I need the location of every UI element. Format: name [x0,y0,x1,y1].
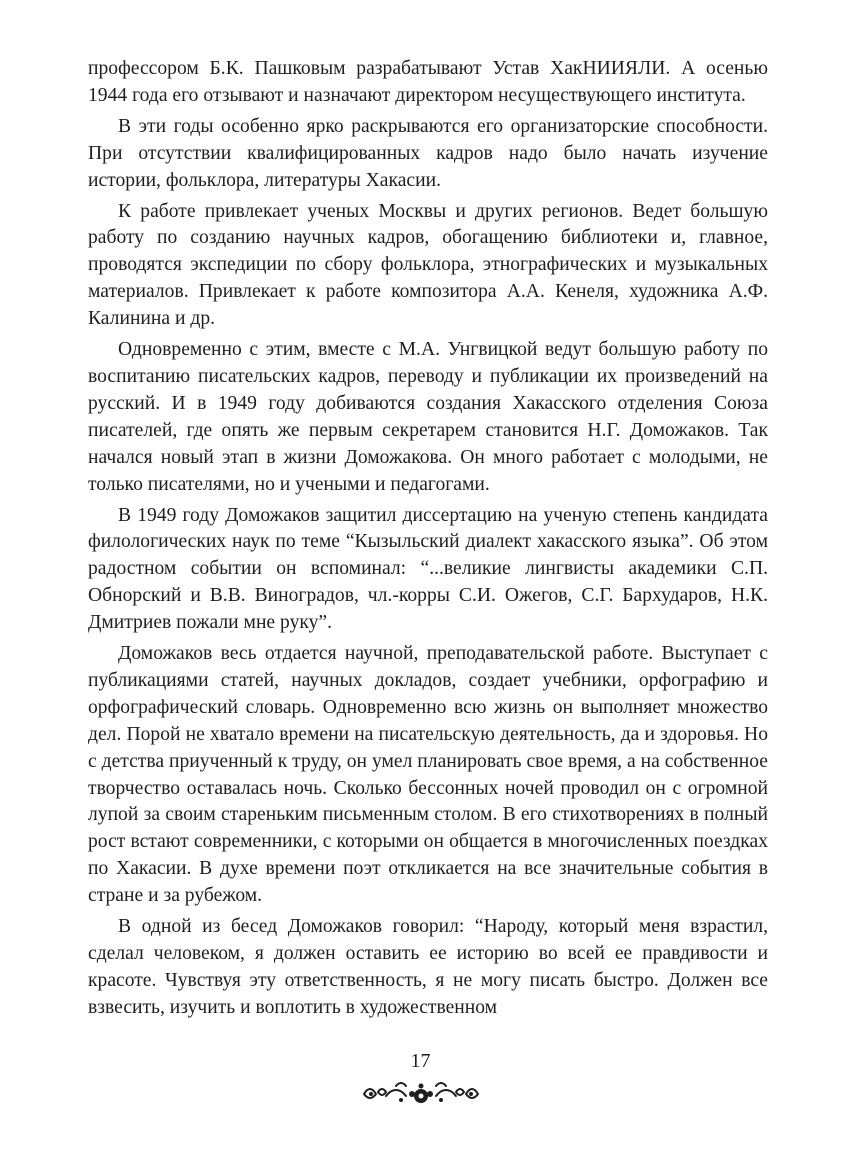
page-number: 17 [410,1050,431,1072]
body-text [88,56,768,1022]
floral-ornament-icon [356,1074,486,1114]
paragraph-3: К работе привлекает ученых Москвы и других регионов. Ведет большую работу по созданию научных кадров, обогащению библиотеки и, главное, проводятся экспедиции по сбору фольклора, этнографических и музыкальных материалов. Привлекает к работе композитора А.А. Кенеля, художника А.Ф. Калинина и др. [88,200,768,330]
paragraph-4: Одновременно с этим, вместе с М.А. Унгвицкой ведут большую работу по воспитанию писательских кадров, переводу и публикации их произведений на русский. И в 1949 году добиваются создания Хакасского отделения Союза писателей, где опять же первым секретарем становится Н.Г. Доможаков. Так начался новый этап в жизни Доможакова. Он много работает с молодыми, не только писателями, но и учеными и педагогами. [88,339,768,495]
paragraph-2: В эти годы особенно ярко раскрываются его организаторские способности. При отсутствии квалифицированных кадров надо было начать изучение истории, фольклора, литературы Хакасии. [88,115,768,191]
paragraph-5: В 1949 году Доможаков защитил диссертацию на ученую степень кандидата филологических наук по теме “Кызыльский диалект хакасского языка”. Об этом радостном событии он вспоминал: “...великие лингвисты академики С.П. Обнорский и В.В. Виноградов, чл.-корры С.И. Ожегов, С.Г. Бархударов, Н.К. Дмитриев пожали мне руку”. [88,504,768,634]
paragraph-7: В одной из бесед Доможаков говорил: “Народу, который меня взрастил, сделал человеком, я должен оставить ее историю во всей ее правдивости и красоте. Чувствуя эту ответственность, я не могу писать быстро. Должен все взвесить, изучить и воплотить в художественном [88,916,768,1018]
page-footer [0,1050,841,1114]
paragraph-6: Доможаков весь отдается научной, преподавательской работе. Выступает с публикациями статей, научных докладов, создает учебники, орфографию и орфографический словарь. Одновременно всю жизнь он выполняет множество дел. Порой не хватало времени на писательскую деятельность, да и здоровья. Но с детства приученный к труду, он умел планировать свое время, а на собственное творчество оставалась ночь. Сколько бессонных ночей проводил он с огромной лупой за своим стареньким письменным столом. В его стихотворениях в полный рост встают современники, с которыми он общается в многочисленных поездках по Хакасии. В духе времени поэт откликается на все значительные события в стране и за рубежом. [88,643,768,907]
paragraph-1: профессором Б.К. Пашковым разрабатывают Устав ХакНИИЯЛИ. А осенью 1944 года его отзывают и назначают директором несуществующего института. [88,58,768,106]
